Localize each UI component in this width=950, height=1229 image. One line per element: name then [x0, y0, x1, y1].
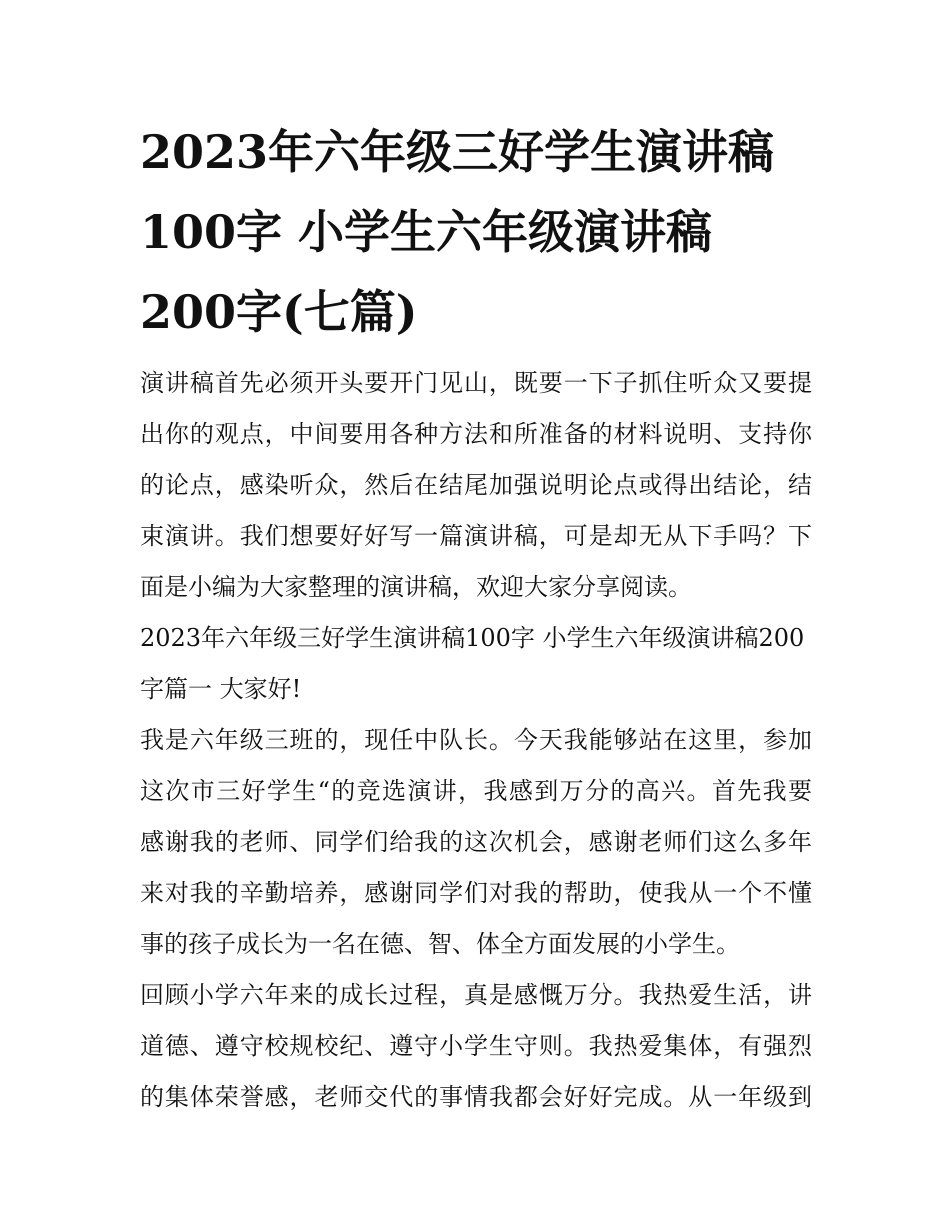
- document-page: [140, 112, 812, 1123]
- text-line: 道德、遵守校规校纪、遵守小学生守则。我热爱集体，有强烈: [140, 1032, 812, 1060]
- text-line: 这次市三好学生“的竞选演讲，我感到万分的高兴。首先我要: [140, 777, 812, 805]
- speech-paragraph: [140, 715, 812, 970]
- text-line: 2023年六年级三好学生演讲稿100字 小学生六年级演讲稿200: [140, 624, 805, 652]
- text-line: 回顾小学六年来的成长过程，真是感慨万分。我热爱生活，讲: [140, 981, 812, 1009]
- text-line: 事的孩子成长为一名在德、智、体全方面发展的小学生。: [140, 930, 740, 958]
- text-line: 的集体荣誉感，老师交代的事情我都会好好完成。从一年级到: [140, 1083, 812, 1111]
- title-line: 2023年六年级三好学生演讲稿: [140, 125, 775, 179]
- document-body: [140, 358, 812, 1123]
- text-line: 出你的观点，中间要用各种方法和所准备的材料说明、支持你: [140, 420, 812, 448]
- text-line: 字篇一 大家好!: [140, 675, 302, 703]
- text-line: 的论点，感染听众，然后在结尾加强说明论点或得出结论，结: [140, 471, 812, 499]
- text-line: 感谢我的老师、同学们给我的这次机会，感谢老师们这么多年: [140, 828, 812, 856]
- document-title: [140, 112, 812, 352]
- text-line: 我是六年级三班的，现任中队长。今天我能够站在这里，参加: [140, 726, 812, 754]
- text-line: 来对我的辛勤培养，感谢同学们对我的帮助，使我从一个不懂: [140, 879, 812, 907]
- text-line: 面是小编为大家整理的演讲稿，欢迎大家分享阅读。: [140, 573, 692, 601]
- intro-paragraph: [140, 358, 812, 613]
- title-line: 200字(七篇): [140, 285, 418, 339]
- text-line: 演讲稿首先必须开头要开门见山，既要一下子抓住听众又要提: [140, 369, 812, 397]
- section-heading-paragraph: [140, 613, 812, 715]
- text-line: 束演讲。我们想要好好写一篇演讲稿，可是却无从下手吗？下: [140, 522, 812, 550]
- speech-paragraph: [140, 970, 812, 1123]
- title-line: 100字 小学生六年级演讲稿: [140, 205, 713, 259]
